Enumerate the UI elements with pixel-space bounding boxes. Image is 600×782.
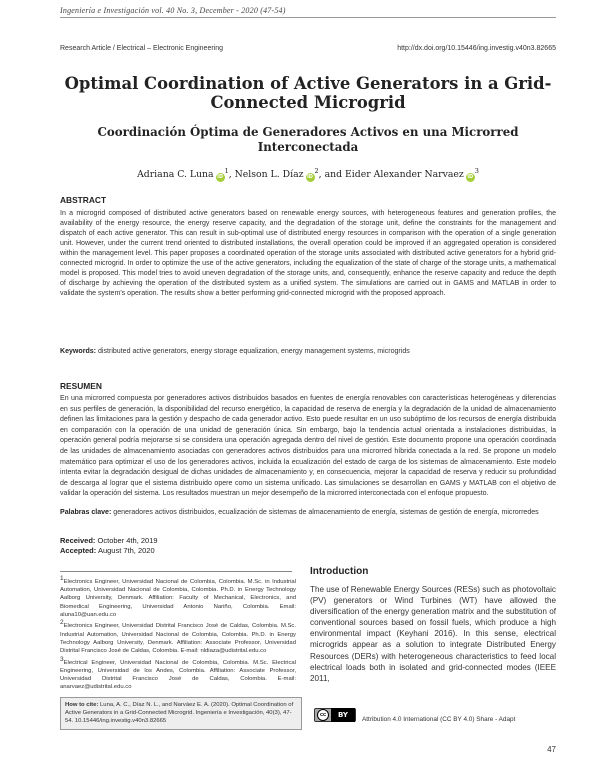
title-english: Optimal Coordination of Active Generators in a Grid-Connected Microgrid — [64, 74, 552, 112]
license-text[interactable]: Attribution 4.0 International (CC BY 4.0) Share - Adapt — [362, 716, 516, 723]
author-affiliation-mark: 1 — [224, 167, 229, 175]
author-separator: , — [228, 169, 235, 181]
received-label: Received: — [60, 536, 96, 545]
header-rule — [60, 17, 556, 18]
keywords-text: distributed active generators, energy storage equalization, energy management systems, microgrids — [98, 348, 410, 355]
cc-logo-icon: cc — [317, 709, 329, 721]
author-affiliation-mark: 2 — [314, 167, 319, 175]
footnote-item: $^2$Electronics Engineer, Universidad Distrital Francisco José de Caldas, Colombia. M.Sc. Industrial Automation, Universidad Nacional de Colombia, Colombia. Ph.D. in Energy Technology Aalborg University, Denmark. Affiliation: Associate Professor, Universidad Distrital Francisco José de Caldas, Colombia. E-mail: nldiazа@udistrital.edu.co — [60, 619, 296, 655]
palabras-clave-label: Palabras clave: — [60, 509, 112, 516]
keywords-label: Keywords: — [60, 348, 97, 355]
palabras-clave-text: generadores activos distribuidos, ecualización de sistemas de almacenamiento de energía, sistemas de gestión de energía, microrredes — [113, 509, 539, 516]
accepted-date: August 7th, 2020 — [97, 546, 155, 555]
orcid-icon[interactable]: iD — [467, 174, 474, 181]
cc-by-label: BY — [331, 708, 355, 722]
orcid-icon[interactable]: iD — [307, 174, 313, 181]
introduction-heading: Introduction — [310, 566, 369, 577]
author-separator: , and — [318, 169, 346, 181]
how-to-cite-box — [60, 697, 302, 730]
author-name: Nelson L. Díaz — [234, 169, 304, 181]
how-to-cite-text: Luna, A. C., Díaz N. L., and Narváez E. A. (2020). Optimal Coordination of Active Generators in a Grid-Connected Microgrid. Ingeniería e Investigación, 40(3), 47-54. 10.15446/ing.investig.v40n3.82665 — [65, 702, 294, 725]
title-spanish: Coordinación Óptima de Generadores Activos en una Microrred Interconectada — [97, 125, 519, 154]
author-name: Eider Alexander Narvaez — [345, 169, 464, 181]
resumen-heading: RESUMEN — [60, 381, 102, 391]
author-name: Adriana C. Luna — [137, 169, 214, 181]
page-number: 47 — [547, 745, 556, 754]
article-dates — [60, 536, 158, 556]
footnote-item: $^1$Electronics Engineer, Universidad Nacional de Colombia, Colombia. M.Sc. in Industrial Automation, Universidad Nacional de Colombia, Colombia. Ph.D. in Energy Technology Aalborg University, Denmark. Affiliation: Faculty of Mechanical, Electronics, and Biomedical Engineering, Universidad Antonio Nariño, Colombia. Email: aluna10@uan.edu.co — [60, 575, 296, 618]
cc-license-badge-icon[interactable] — [314, 708, 356, 722]
footnotes — [60, 575, 296, 692]
abstract-text: In a microgrid composed of distributed active generators based on renewable energy sources, with heterogeneous features and generation profiles, the availability of the energy resource, the energy reserve capacity, and the degradation of the storage unit, define the constraints for the management and dispatch of each active generator. This can result in sub-optimal use of distributed energy resources in comparison with the operation of a single generation unit. However, under the current trend oriented to distributed installations, the overall operation could be improved if an aggregated operation is considered within the management level. This paper proposes a coordinated operation of the storage units associated with distributed active generators for a hybrid grid-connected microgrid. In order to optimize the use of the active generators, including the equalization of the state of charge of the storage units, a mathematical model is proposed. This model tries to avoid uneven degradation of the storage units, and, consequently, enhance the reserve capacity and reduce the depth of discharge by achieving the operation of the distributed system as a unified system. The simulations are carried out in GAMS and MATLAB in order to validate the system's operation. The results show a better performing grid-connected microgrid with the proposed approach. — [60, 210, 556, 297]
introduction-text: The use of Renewable Energy Sources (RESs) such as photovoltaic (PV) generators or Wind Turbines (WT) have allowed the diversification of the energy generation matrix and the substitution of conventional sources based on fossil fuels, which produce a high environmental impact (Keyhani 2016). In this sense, electrical microgrids appear as a solution to integrate Distributed Energy Resources (DERs) with heterogeneous characteristics to feed local electrical loads both in isolated and grid-connected modes (IEEE 2011, — [310, 585, 556, 683]
received-date: October 4th, 2019 — [97, 536, 158, 545]
footnote-item: $^3$Electrical Engineer, Universidad Nacional de Colombia, Colombia. M.Sc. Electrical Engineering, Universidad de los Andes, Colombia. Affiliation: Associate Professor, Universidad Distrital Francisco José de Caldas, Colombia. E-mail: anarvaez@udistrital.edu.co — [60, 655, 296, 691]
journal-header: Ingeniería e Investigación vol. 40 No. 3, December - 2020 (47-54) — [60, 6, 286, 15]
doi-link[interactable]: http://dx.doi.org/10.15446/ing.investig.v40n3.82665 — [397, 45, 556, 52]
accepted-label: Accepted: — [60, 546, 97, 555]
orcid-icon[interactable]: iD — [217, 174, 224, 181]
author-list — [60, 167, 556, 182]
article-type: Research Article / Electrical – Electronic Engineering — [60, 45, 224, 52]
abstract-heading: ABSTRACT — [60, 195, 107, 205]
resumen-keywords — [60, 508, 556, 519]
resumen-text: En una microrred compuesta por generadores activos distribuidos basados en fuentes de energía renovables con características heterogéneas y diferencias en sus perfiles de generación, la disponibilidad del recurso energético, la capacidad de reserva de energía y la degradación de la unidad de almacenamiento definen las limitaciones para la gestión y despacho de cada generador activo. Esto puede resultar en un uso subóptimo de los recursos de energía distribuida en comparación con la operación de una unidad de generación única. Sin embargo, bajo la tendencia actual orientada a instalaciones distribuidas, la operación general podría mejorarse si se considera una operación agregada dentro del nivel de gestión. Este documento propone una operación coordinada de las unidades de almacenamiento asociadas con generadores activos distribuidos para una microrred híbrida conectada a la red. Se propone un modelo matemático para optimizar el uso de los generadores activos, incluida la ecualización del estado de carga de los sistemas de almacenamiento. Este modelo intenta evitar la degradación desigual de dichas unidades de almacenamiento y, en consecuencia, mejorar la capacidad de reserva y reducir su profundidad de descarga al lograr que el sistema distribuido opere como un sistema unificado. Las simulaciones se desarrollan en GAMS y MATLAB con el objetivo de validar la operación del sistema. Los resultados muestran un mejor desempeño de la microrred interconectada con el enfoque propuesto. — [60, 395, 556, 498]
how-to-cite-label: How to cite: — [65, 702, 99, 708]
footnote-rule — [60, 571, 292, 572]
abstract-keywords — [60, 347, 556, 357]
author-affiliation-mark: 3 — [474, 167, 479, 175]
